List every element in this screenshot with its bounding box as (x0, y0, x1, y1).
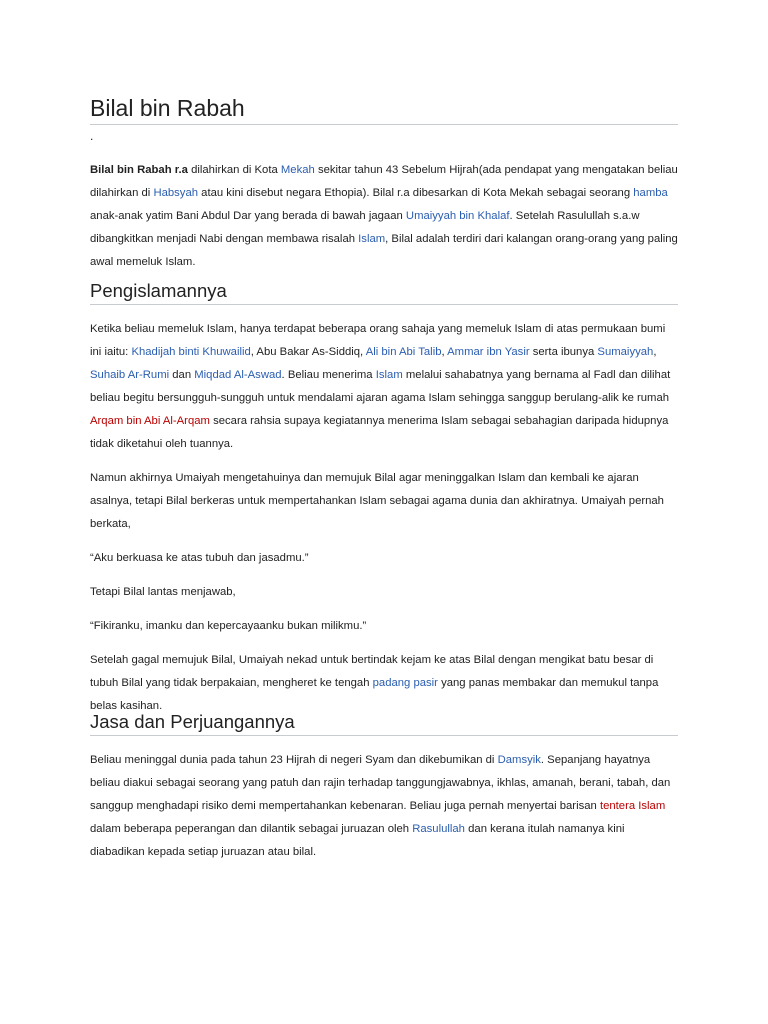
section-jasa (90, 749, 678, 864)
link-mekah[interactable]: Mekah (280, 164, 315, 176)
page-title: Bilal bin Rabah (90, 94, 678, 125)
link-hamba[interactable]: hamba (633, 187, 668, 199)
link-rasulullah[interactable]: Rasulullah (412, 823, 465, 835)
link-padang-pasir[interactable]: padang pasir (372, 677, 438, 689)
link-miqdad[interactable]: Miqdad Al-Aswad (194, 369, 282, 381)
quote-bilal: “Fikiranku, imanku dan kepercayaanku bukan milikmu.” (90, 620, 367, 632)
link-tentera-islam[interactable]: tentera Islam (599, 800, 666, 812)
paragraph: Beliau meninggal dunia pada tahun 23 Hijrah di negeri Syam dan dikebumikan di Damsyik. Sepanjang hayatnya beliau diakui sebagai seorang yang patuh dan rajin terhadap tanggungjawabnya, ikhlas, amanah, berani, tabah, dan sanggup menghadapi risiko demi mempertahankan kebenaran. Beliau juga pernah menyertai barisan tentera Islam dalam beberapa peperangan dan dilantik sebagai juruazan oleh Rasulullah dan kerana itulah namanya kini diabadikan kepada setiap juruazan atau bilal. (90, 754, 671, 858)
paragraph: Setelah gagal memujuk Bilal, Umaiyah nekad untuk bertindak kejam ke atas Bilal dengan mengikat batu besar di tubuh Bilal yang tidak berpakaian, mengheret ke tengah padang pasir yang panas membakar dan memukul tanpa belas kasihan. (90, 654, 659, 712)
section-heading-pengislamannya: Pengislamannya (90, 278, 678, 305)
paragraph: Tetapi Bilal lantas menjawab, (90, 586, 236, 598)
link-islam[interactable]: Islam (358, 233, 386, 245)
link-islam-2[interactable]: Islam (375, 369, 403, 381)
paragraph: Ketika beliau memeluk Islam, hanya terdapat beberapa orang sahaja yang memeluk Islam di atas permukaan bumi ini iaitu: Khadijah binti Khuwailid, Abu Bakar As-Siddiq, Ali bin Abi Talib, Ammar ibn Yasir serta ibunya Sumaiyyah, Suhaib Ar-Rumi dan Miqdad Al-Aswad. Beliau menerima Islam melalui sahabatnya yang bernama al Fadl dan dilihat beliau begitu bersungguh-sungguh untuk mendalami ajaran agama Islam sehingga sanggup berulang-alik ke rumah Arqam bin Abi Al-Arqam secara rahsia supaya kegiatannya menerima Islam sebagai sebahagian daripada hidupnya tidak diketahui oleh tuannya. (90, 323, 671, 450)
link-habsyah[interactable]: Habsyah (153, 187, 199, 199)
separator-dot: . (90, 129, 94, 143)
paragraph: Namun akhirnya Umaiyah mengetahuinya dan memujuk Bilal agar meninggalkan Islam dan kembali ke ajaran asalnya, tetapi Bilal berkeras untuk mempertahankan Islam sebagai agama dunia dan akhiratnya. Umaiyah pernah berkata, (90, 472, 664, 530)
quote-umaiyah: “Aku berkuasa ke atas tubuh dan jasadmu.” (90, 552, 309, 564)
link-ali[interactable]: Ali bin Abi Talib (365, 346, 442, 358)
intro-section (90, 159, 678, 274)
section-heading-jasa: Jasa dan Perjuangannya (90, 709, 678, 736)
link-damsyik[interactable]: Damsyik (497, 754, 541, 766)
link-sumaiyyah[interactable]: Sumaiyyah (597, 346, 654, 358)
intro-paragraph: Bilal bin Rabah r.a dilahirkan di Kota Mekah sekitar tahun 43 Sebelum Hijrah(ada pendapat yang mengatakan beliau dilahirkan di Habsyah atau kini disebut negara Ethopia). Bilal r.a dibesarkan di Kota Mekah sebagai seorang hamba anak-anak yatim Bani Abdul Dar yang berada di bawah jagaan Umaiyyah bin Khalaf. Setelah Rasulullah s.a.w dibangkitkan menjadi Nabi dengan membawa risalah Islam, Bilal adalah terdiri dari kalangan orang-orang yang paling awal memeluk Islam. (90, 164, 678, 268)
section-pengislamannya (90, 318, 678, 718)
link-arqam[interactable]: Arqam bin Abi Al-Arqam (90, 415, 210, 427)
link-suhaib[interactable]: Suhaib Ar-Rumi (90, 369, 170, 381)
link-khadijah[interactable]: Khadijah binti Khuwailid (131, 346, 251, 358)
link-umaiyyah[interactable]: Umaiyyah bin Khalaf (405, 210, 510, 222)
subject-name: Bilal bin Rabah r.a (90, 164, 188, 176)
link-ammar[interactable]: Ammar ibn Yasir (447, 346, 530, 358)
